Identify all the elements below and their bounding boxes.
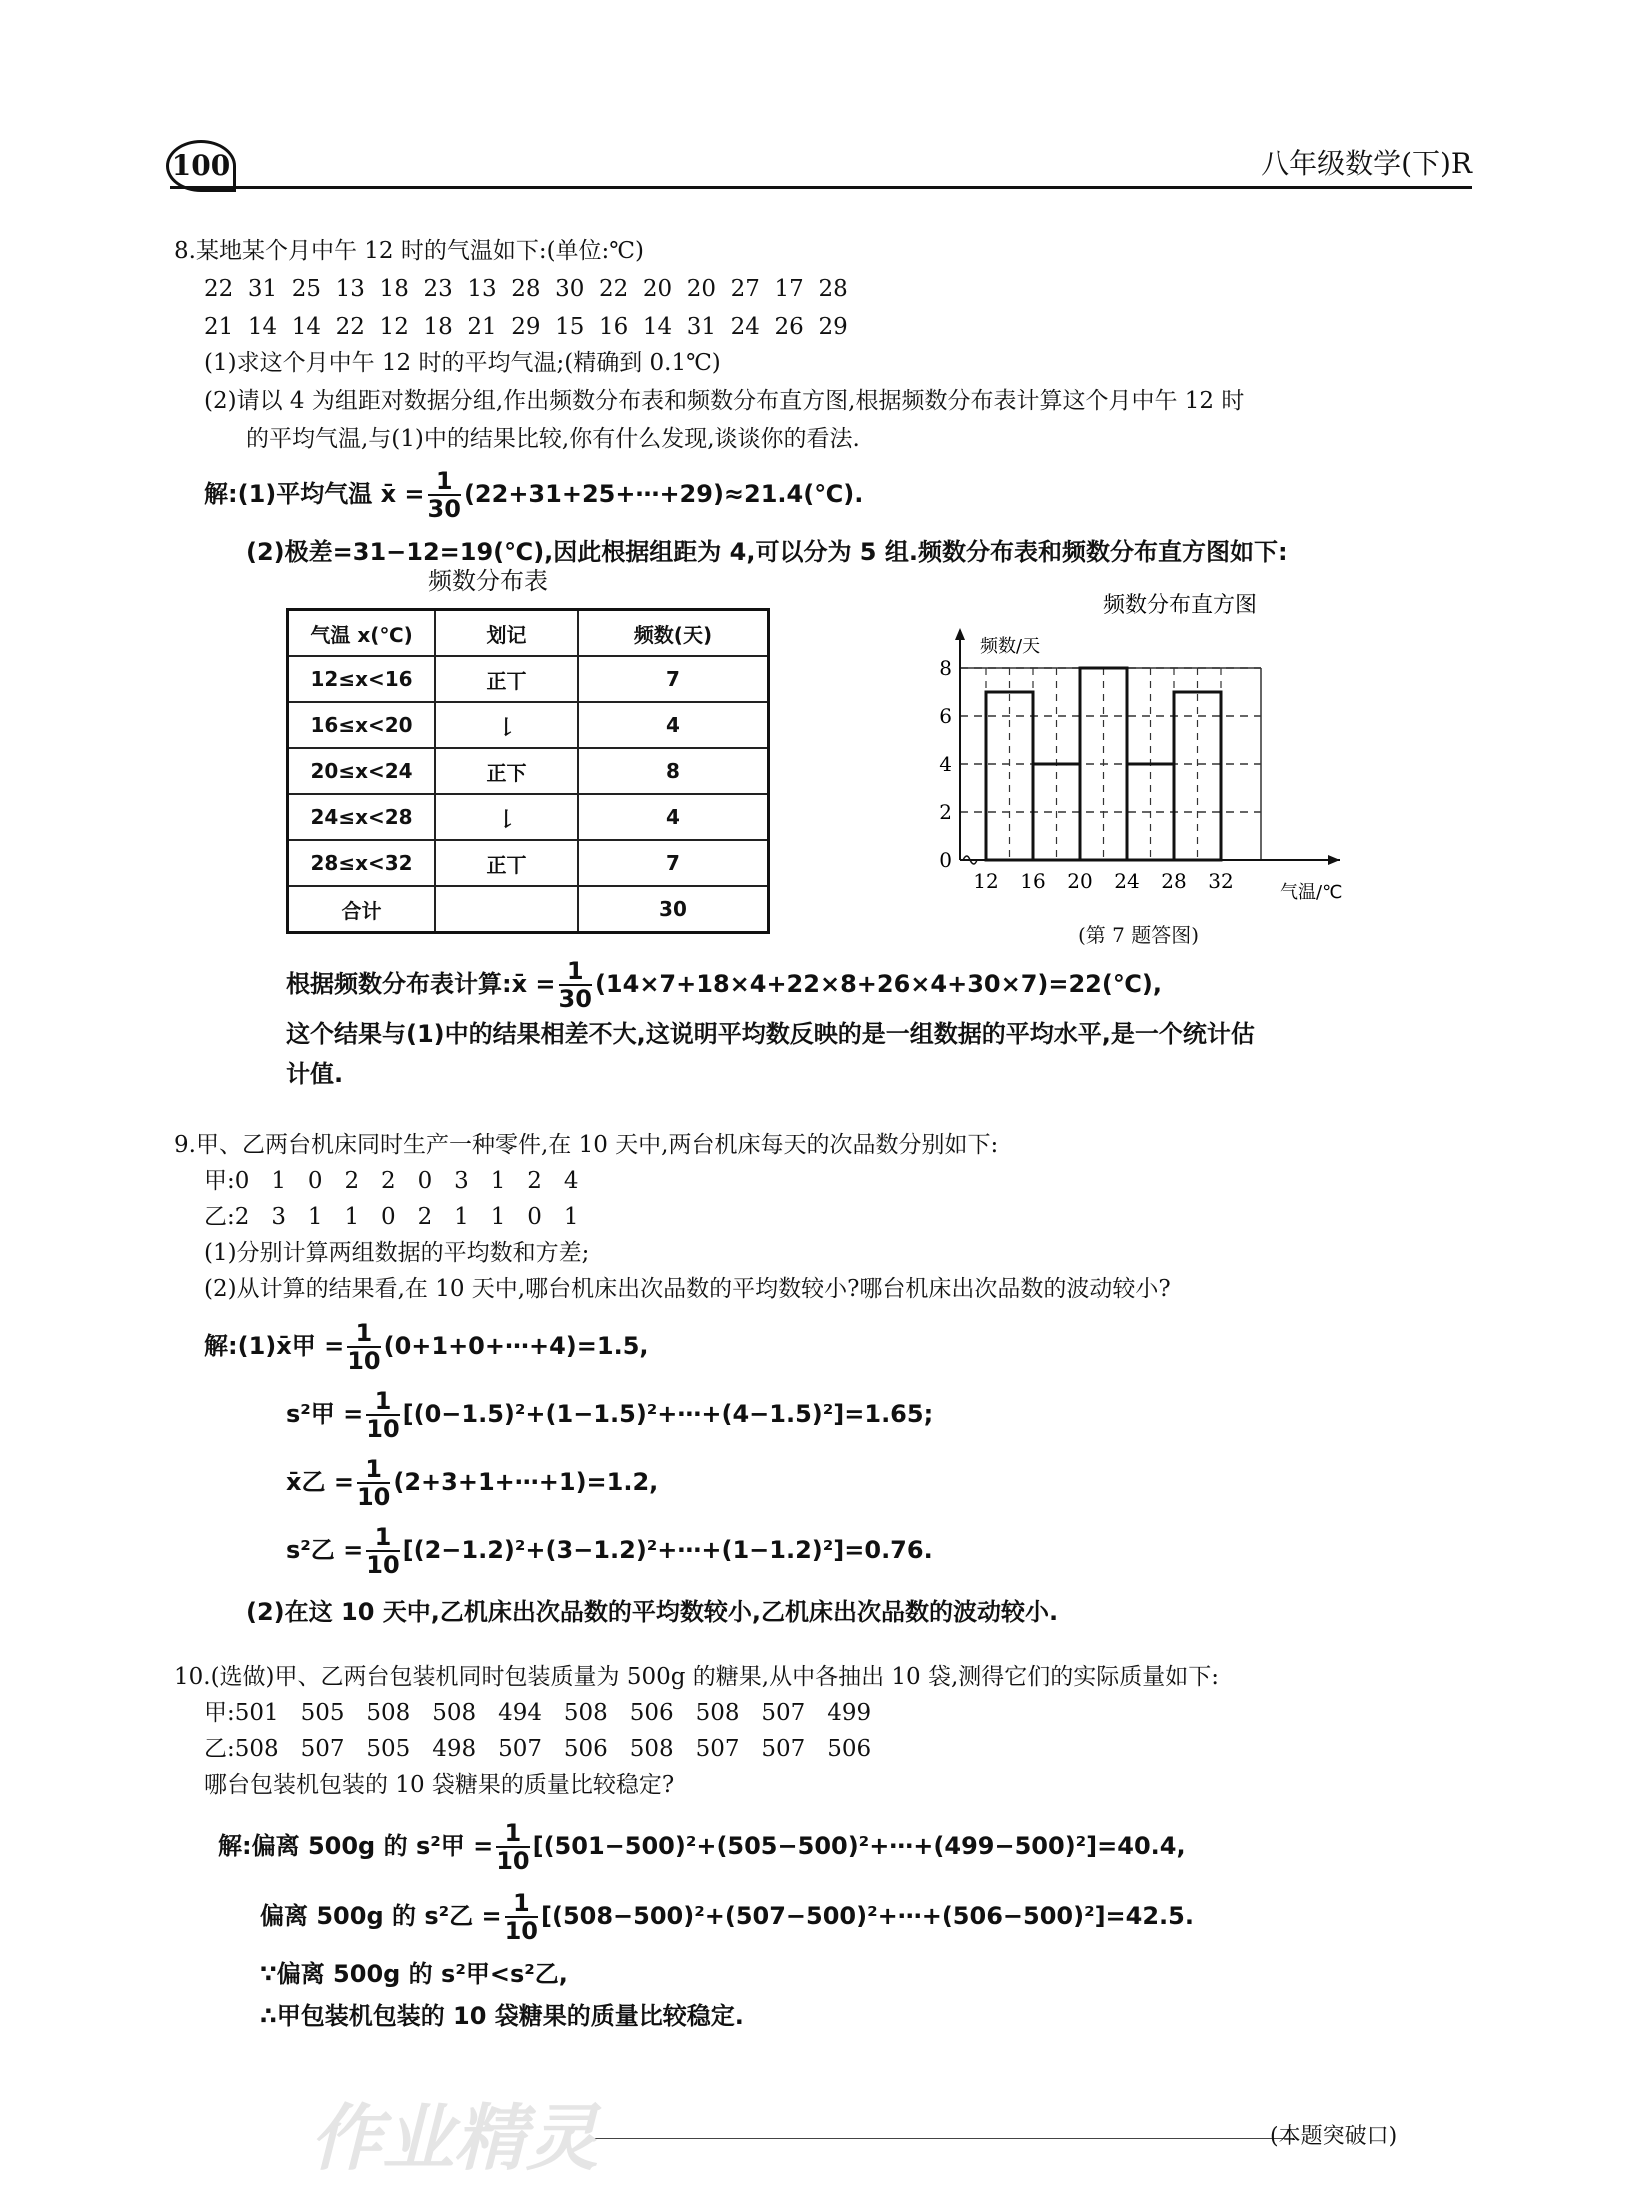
y-axis-arrow-icon [955, 628, 965, 640]
table-cell: 7 [578, 656, 769, 702]
q10-s1-fraction [496, 1820, 529, 1874]
q10-stem: 10.(选做)甲、乙两台包装机同时包装质量为 500g 的糖果,从中各抽出 10 袋,测得它们的实际质量如下: [174, 1664, 1220, 1690]
table-cell [435, 886, 578, 933]
frac-numerator: 1 [347, 1320, 380, 1348]
frac-denominator: 30 [427, 495, 461, 523]
x-axis-arrow-icon [1328, 855, 1340, 865]
table-row [288, 748, 769, 794]
table-cell: 28≤x<32 [288, 840, 436, 886]
q9-data-jia: 甲:0 1 0 2 2 0 3 1 2 4 [204, 1168, 579, 1194]
book-title: 八年级数学(下)R [1261, 147, 1472, 180]
q8-stem: 8.某地某个月中午 12 时的气温如下:(单位:℃) [174, 238, 645, 264]
table-header: 划记 [435, 610, 578, 657]
q9-solution-mean-yi [286, 1456, 658, 1510]
q9-s4-prefix: s²乙 = [286, 1536, 364, 1564]
table-header-row [288, 610, 769, 657]
q9-s1-rest: (0+1+0+⋯+4)=1.5, [383, 1332, 649, 1360]
frac-numerator: 1 [366, 1524, 399, 1552]
x-tick-label: 20 [1067, 869, 1093, 893]
q9-s4-rest: [(2−1.2)²+(3−1.2)²+⋯+(1−1.2)²]=0.76. [402, 1536, 933, 1564]
x-tick-label: 28 [1161, 869, 1187, 893]
table-cell: 30 [578, 886, 769, 933]
frac-denominator: 10 [366, 1551, 400, 1579]
frac-numerator: 1 [496, 1820, 529, 1848]
table-cell: 16≤x<20 [288, 702, 436, 748]
q9-s3-fraction [357, 1456, 390, 1510]
table-cell: 正丅 [435, 656, 578, 702]
header-rule [170, 186, 1472, 189]
q8-solution-2: (2)极差=31−12=19(℃),因此根据组距为 4,可以分为 5 组.频数分布表和频数分布直方图如下: [246, 538, 1288, 566]
frac-denominator: 10 [366, 1415, 400, 1443]
q8-sol1-fraction [428, 468, 461, 522]
table-cell: 8 [578, 748, 769, 794]
frac-denominator: 10 [347, 1347, 381, 1375]
frac-numerator: 1 [505, 1890, 538, 1918]
q8-data-row2: 21 14 14 22 12 18 21 29 15 16 14 31 24 26 29 [204, 314, 848, 340]
q9-solution-mean-jia [204, 1320, 649, 1374]
x-tick-label: 24 [1114, 869, 1140, 893]
q8-calc-fraction [559, 958, 592, 1012]
frac-denominator: 30 [558, 985, 592, 1013]
frac-denominator: 10 [504, 1917, 539, 1945]
q9-s3-prefix: x̄乙 = [286, 1468, 354, 1496]
q8-sol1-prefix: 解:(1)平均气温 x̄ = [204, 480, 425, 508]
q8-data-row1: 22 31 25 13 18 23 13 28 30 22 20 20 27 17 28 [204, 276, 848, 302]
table-cell: 正下 [435, 748, 578, 794]
frac-numerator: 1 [428, 468, 461, 496]
table-cell: 𠄌 [435, 702, 578, 748]
q9-s2-rest: [(0−1.5)²+(1−1.5)²+⋯+(4−1.5)²]=1.65; [402, 1400, 934, 1428]
chart-caption: (第 7 题答图) [1078, 923, 1200, 947]
table-row [288, 702, 769, 748]
q10-solution-var-yi [260, 1890, 1194, 1944]
q9-solution-var-yi [286, 1524, 933, 1578]
q9-solution-var-jia [286, 1388, 933, 1442]
table-cell: 7 [578, 840, 769, 886]
table-cell: 4 [578, 702, 769, 748]
frac-denominator: 10 [356, 1483, 391, 1511]
frequency-table [286, 608, 770, 934]
x-tick-label: 12 [973, 869, 999, 893]
q10-data-jia: 甲:501 505 508 508 494 508 506 508 507 499 [204, 1700, 872, 1726]
table-cell: 合计 [288, 886, 436, 933]
table-header: 频数(天) [578, 610, 769, 657]
table-cell: 𠄌 [435, 794, 578, 840]
frac-denominator: 10 [496, 1847, 530, 1875]
q10-question: 哪台包装机包装的 10 袋糖果的质量比较稳定? [204, 1772, 675, 1798]
footer-label: (本题突破口) [1270, 2124, 1398, 2149]
y-tick-label: 2 [939, 800, 952, 824]
histogram-y-label: 频数/天 [980, 636, 1041, 657]
q8-solution-1 [204, 468, 863, 522]
q10-s2-prefix: 偏离 500g 的 s²乙 = [260, 1902, 502, 1930]
table-row [288, 840, 769, 886]
q10-s1-prefix: 解:偏离 500g 的 s²甲 = [218, 1832, 494, 1860]
y-tick-label: 0 [939, 848, 952, 872]
q10-solution-var-jia [218, 1820, 1186, 1874]
q8-part2-line1: (2)请以 4 为组距对数据分组,作出频数分布表和频数分布直方图,根据频数分布表计算这个月中午 12 时 [204, 388, 1245, 414]
histogram-title: 频数分布直方图 [1102, 593, 1258, 618]
table-cell: 4 [578, 794, 769, 840]
table-row [288, 886, 769, 933]
q9-s3-rest: (2+3+1+⋯+1)=1.2, [393, 1468, 659, 1496]
q8-calculation [286, 958, 1162, 1012]
table-cell: 12≤x<16 [288, 656, 436, 702]
table-cell: 正丅 [435, 840, 578, 886]
y-tick-label: 8 [939, 656, 952, 680]
q10-data-yi: 乙:508 507 505 498 507 506 508 507 507 506 [204, 1736, 872, 1762]
frac-numerator: 1 [357, 1456, 390, 1484]
q8-conclusion-line2: 计值. [286, 1060, 344, 1088]
q9-part1: (1)分别计算两组数据的平均数和方差; [204, 1240, 590, 1266]
q9-s4-fraction [366, 1524, 399, 1578]
table-row [288, 656, 769, 702]
frac-numerator: 1 [559, 958, 592, 986]
page-number: 100 [166, 140, 236, 192]
y-tick-label: 6 [939, 704, 952, 728]
table-cell: 24≤x<28 [288, 794, 436, 840]
q8-calc-rest: (14×7+18×4+22×8+26×4+30×7)=22(℃), [594, 970, 1162, 998]
x-tick-label: 32 [1208, 869, 1234, 893]
q10-s1-rest: [(501−500)²+(505−500)²+⋯+(499−500)²]=40.4, [532, 1832, 1186, 1860]
frequency-histogram [930, 580, 1360, 900]
x-tick-label: 16 [1020, 869, 1046, 893]
frac-numerator: 1 [366, 1388, 399, 1416]
q8-calc-prefix: 根据频数分布表计算:x̄ = [286, 970, 556, 998]
q9-data-yi: 乙:2 3 1 1 0 2 1 1 0 1 [204, 1204, 579, 1230]
table-row [288, 794, 769, 840]
q10-s2-rest: [(508−500)²+(507−500)²+⋯+(506−500)²]=42.5. [541, 1902, 1194, 1930]
q8-conclusion-line1: 这个结果与(1)中的结果相差不大,这说明平均数反映的是一组数据的平均水平,是一个统计估 [286, 1020, 1255, 1048]
q9-s1-prefix: 解:(1)x̄甲 = [204, 1332, 345, 1360]
q9-s2-prefix: s²甲 = [286, 1400, 364, 1428]
q10-solution-compare: ∵偏离 500g 的 s²甲<s²乙, [260, 1960, 568, 1988]
table-cell: 20≤x<24 [288, 748, 436, 794]
q9-stem: 9.甲、乙两台机床同时生产一种零件,在 10 天中,两台机床每天的次品数分别如下: [174, 1132, 999, 1158]
histogram-x-label: 气温/℃ [1280, 882, 1343, 900]
q8-sol1-rest: (22+31+25+⋯+29)≈21.4(℃). [463, 480, 864, 508]
y-tick-label: 4 [939, 752, 952, 776]
watermark: 作业精灵 [310, 2096, 599, 2180]
q9-s2-fraction [366, 1388, 399, 1442]
q10-s2-fraction [505, 1890, 538, 1944]
q10-solution-conclusion: ∴甲包装机包装的 10 袋糖果的质量比较稳定. [260, 2002, 744, 2030]
q9-solution-conclusion: (2)在这 10 天中,乙机床出次品数的平均数较小,乙机床出次品数的波动较小. [246, 1598, 1059, 1626]
table-title: 频数分布表 [428, 567, 548, 595]
footer-rule [592, 2138, 1294, 2139]
q8-part2-line2: 的平均气温,与(1)中的结果比较,你有什么发现,谈谈你的看法. [246, 426, 860, 452]
q8-part1: (1)求这个月中午 12 时的平均气温;(精确到 0.1℃) [204, 350, 721, 376]
q9-s1-fraction [347, 1320, 380, 1374]
q9-part2: (2)从计算的结果看,在 10 天中,哪台机床出次品数的平均数较小?哪台机床出次品数的波动较小? [204, 1276, 1171, 1302]
table-header: 气温 x(℃) [288, 610, 436, 657]
